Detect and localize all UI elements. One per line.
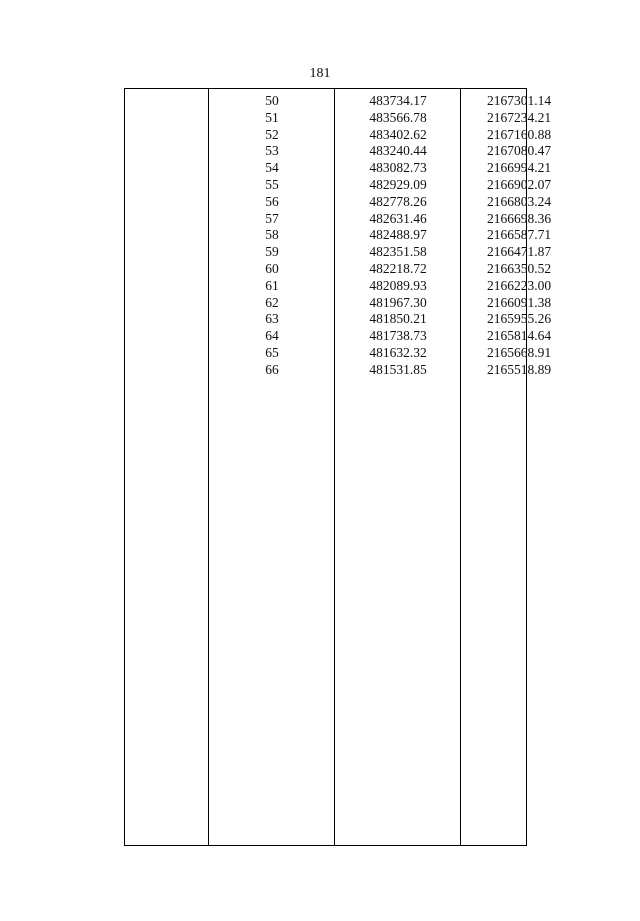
point-number-cell: 58 bbox=[265, 227, 279, 243]
table-row bbox=[125, 244, 552, 261]
point-number-cell: 61 bbox=[265, 277, 279, 293]
y-coordinate-cell: 2167160.88 bbox=[486, 126, 552, 142]
y-coordinate-cell: 2167080.47 bbox=[486, 143, 552, 159]
point-number-cell: 52 bbox=[265, 126, 279, 142]
point-number-cell: 63 bbox=[265, 311, 279, 327]
table-row bbox=[125, 93, 552, 110]
table-row bbox=[125, 193, 552, 211]
x-coordinate-cell: 482778.26 bbox=[369, 193, 427, 209]
point-number-cell: 66 bbox=[265, 361, 279, 377]
point-number-cell: 62 bbox=[265, 294, 279, 310]
y-coordinate-cell: 2166698.36 bbox=[486, 210, 552, 226]
page-number: 181 bbox=[309, 66, 331, 81]
x-coordinate-cell: 483734.17 bbox=[369, 93, 427, 108]
table-row bbox=[125, 143, 552, 160]
point-number-cell: 56 bbox=[265, 193, 279, 209]
table-row bbox=[125, 109, 552, 127]
x-coordinate-cell: 481738.73 bbox=[369, 328, 427, 344]
x-coordinate-cell: 481632.32 bbox=[369, 344, 427, 360]
table-row bbox=[125, 160, 552, 177]
y-coordinate-cell: 2166223.00 bbox=[486, 277, 552, 293]
y-coordinate-cell: 2166994.21 bbox=[486, 160, 552, 176]
y-coordinate-cell: 2165668.91 bbox=[486, 344, 552, 360]
x-coordinate-cell: 481531.85 bbox=[369, 361, 427, 377]
x-coordinate-cell: 482089.93 bbox=[369, 277, 427, 293]
point-number-cell: 59 bbox=[265, 244, 279, 260]
point-number-cell: 53 bbox=[265, 143, 279, 159]
x-coordinate-cell: 483082.73 bbox=[369, 160, 427, 176]
x-coordinate-cell: 482929.09 bbox=[369, 176, 427, 192]
point-number-cell: 54 bbox=[265, 160, 279, 176]
table-row bbox=[125, 210, 552, 228]
y-coordinate-cell: 2166091.38 bbox=[486, 294, 552, 310]
point-number-cell: 55 bbox=[265, 176, 279, 192]
y-coordinate-cell: 2166803.24 bbox=[486, 193, 552, 209]
table-row bbox=[125, 260, 552, 278]
y-coordinate-cell: 2166587.71 bbox=[486, 227, 552, 243]
y-coordinate-cell: 2166350.52 bbox=[486, 260, 552, 276]
table-row bbox=[125, 126, 552, 144]
table-row bbox=[125, 328, 552, 345]
x-coordinate-cell: 483566.78 bbox=[369, 109, 427, 125]
x-coordinate-cell: 481850.21 bbox=[369, 311, 427, 327]
x-coordinate-cell: 481967.30 bbox=[369, 294, 427, 310]
point-number-cell: 65 bbox=[265, 344, 279, 360]
x-coordinate-cell: 482631.46 bbox=[369, 210, 427, 226]
point-number-cell: 60 bbox=[265, 260, 279, 276]
x-coordinate-cell: 482488.97 bbox=[369, 227, 427, 243]
coordinate-table bbox=[124, 88, 552, 846]
y-coordinate-cell: 2167301.14 bbox=[486, 93, 552, 108]
y-coordinate-cell: 2167234.21 bbox=[486, 109, 552, 125]
table-body bbox=[125, 93, 552, 379]
table-row bbox=[125, 176, 552, 194]
table-row bbox=[125, 311, 552, 328]
x-coordinate-cell: 483240.44 bbox=[369, 143, 427, 159]
point-number-cell: 64 bbox=[265, 328, 279, 344]
point-number-cell: 51 bbox=[265, 109, 279, 125]
y-coordinate-cell: 2166902.07 bbox=[486, 176, 552, 192]
x-coordinate-cell: 482218.72 bbox=[369, 260, 427, 276]
y-coordinate-cell: 2165814.64 bbox=[486, 328, 552, 344]
x-coordinate-cell: 483402.62 bbox=[369, 126, 427, 142]
point-number-cell: 57 bbox=[265, 210, 279, 226]
table-row bbox=[125, 344, 552, 362]
point-number-cell: 50 bbox=[265, 93, 279, 108]
table-row bbox=[125, 294, 552, 312]
table-row bbox=[125, 277, 552, 295]
table-row bbox=[125, 361, 552, 379]
y-coordinate-cell: 2165955.26 bbox=[486, 311, 552, 327]
table-row bbox=[125, 227, 552, 244]
y-coordinate-cell: 2166471.87 bbox=[486, 244, 552, 260]
y-coordinate-cell: 2165518.89 bbox=[486, 361, 552, 377]
x-coordinate-cell: 482351.58 bbox=[369, 244, 427, 260]
